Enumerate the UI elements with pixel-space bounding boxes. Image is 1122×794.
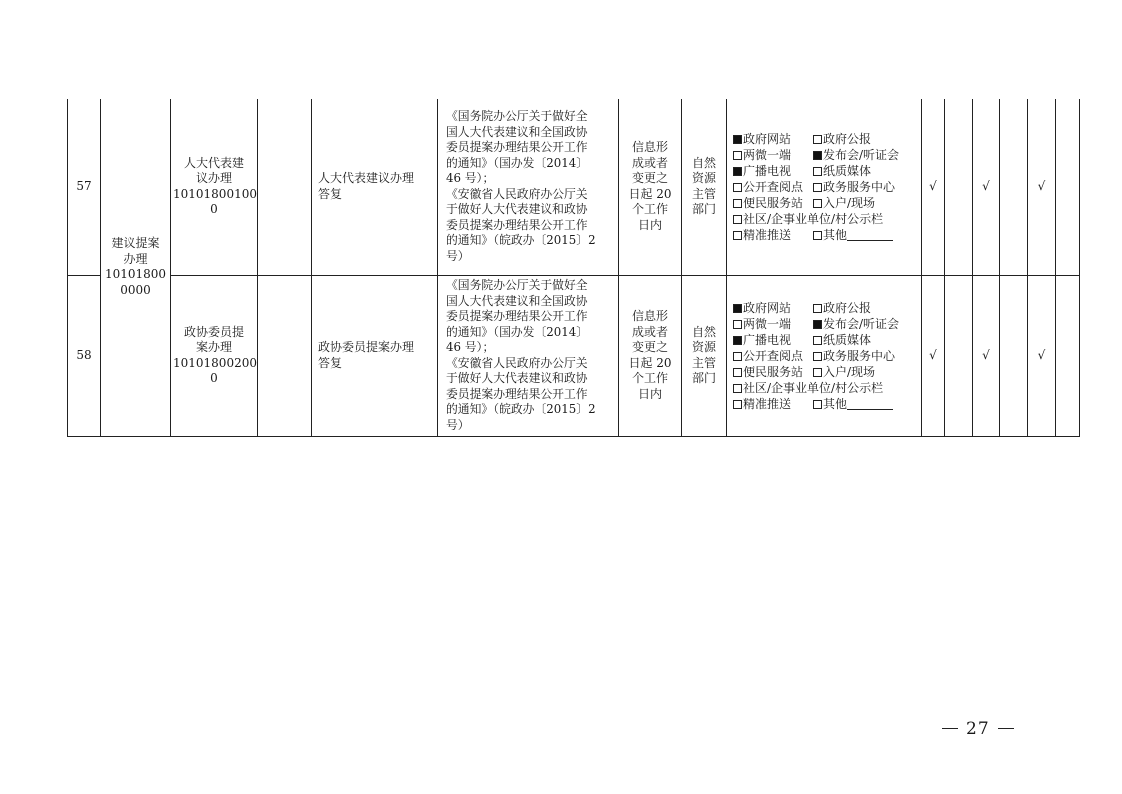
channel-label: 便民服务站 [743, 195, 804, 210]
empty-box-icon [813, 167, 822, 176]
channel-label: 政府网站 [743, 131, 792, 146]
channel-label: 广播电视 [743, 163, 792, 178]
channel-row [733, 348, 919, 364]
empty-cell [258, 99, 312, 275]
empty-box-icon [733, 215, 742, 224]
channel-label: 政务服务中心 [823, 348, 896, 363]
cell-line: 《国务院办公厅关于做好全 [446, 278, 588, 292]
checked-box-icon [733, 304, 742, 313]
channel-option [733, 332, 813, 348]
page-number-text: 27 [966, 719, 990, 739]
row-number: 57 [68, 99, 101, 275]
channel-label: 精准推送 [743, 396, 792, 411]
channel-label: 广播电视 [743, 332, 792, 347]
cell-line: 46 号）； [446, 340, 495, 354]
channel-option [733, 227, 813, 243]
cell-line: 委员提案办理结果公开工作 [446, 140, 588, 155]
cell-line: 案办理 [195, 340, 232, 354]
empty-box-icon [813, 368, 822, 377]
table-row [68, 275, 1080, 436]
channel-option [813, 332, 871, 348]
checked-box-icon [733, 336, 742, 345]
cell-line: 10101800200 [173, 355, 257, 370]
cell-line: 《安徽省人民政府办公厅关 [446, 186, 588, 201]
channel-option [733, 348, 813, 364]
cell-line: 成或者 [631, 324, 668, 339]
cell-line: 的通知》（国办发〔2014〕 [446, 155, 589, 170]
empty-box-icon [813, 336, 822, 345]
cell-line: 答复 [318, 186, 343, 201]
channel-row [733, 396, 919, 412]
sub-item [171, 275, 258, 436]
dash-left [942, 728, 958, 729]
channel-row [733, 163, 919, 179]
row-number: 58 [68, 275, 101, 436]
cell-line: 于做好人大代表建议和政协 [446, 202, 588, 217]
disclosure-channels [727, 99, 922, 275]
empty-box-icon [733, 384, 742, 393]
channel-option [733, 147, 813, 163]
cell-line: 政协委员提案办理 [318, 340, 415, 354]
channel-option [813, 316, 899, 332]
disclosure-content [312, 99, 438, 275]
channel-label: 政府公报 [823, 300, 872, 315]
cell-line: 资源 [691, 171, 716, 186]
cell-line: 号） [446, 417, 470, 432]
check-cell [1000, 275, 1028, 436]
cell-line: 号） [446, 248, 470, 263]
check-cell [1000, 99, 1028, 275]
channel-row [733, 179, 919, 195]
empty-box-icon [813, 352, 822, 361]
empty-box-icon [733, 183, 742, 192]
channel-option [813, 163, 871, 179]
checked-box-icon [813, 151, 822, 160]
channel-option [813, 179, 895, 195]
check-cell: √ [1028, 99, 1056, 275]
channel-option [813, 348, 895, 364]
channel-row [733, 364, 919, 380]
empty-box-icon [733, 320, 742, 329]
cell-line: 信息形 [631, 309, 668, 323]
cell-line: 自然 [691, 324, 716, 339]
disclosure-table [67, 99, 1080, 437]
empty-box-icon [813, 400, 822, 409]
empty-box-icon [733, 199, 742, 208]
cell-line: 0000 [120, 282, 151, 297]
cell-line: 自然 [691, 155, 716, 170]
cell-line: 信息形 [631, 140, 668, 155]
channel-option [733, 396, 813, 412]
fill-in-blank [847, 397, 893, 410]
disclosure-subject [682, 275, 727, 436]
cell-line: 变更之 [631, 340, 668, 354]
channel-label: 政府网站 [743, 300, 792, 315]
channel-option [733, 163, 813, 179]
channel-row [733, 380, 919, 396]
disclosure-time [619, 275, 682, 436]
empty-box-icon [813, 199, 822, 208]
channel-row [733, 211, 919, 227]
check-cell [1056, 99, 1080, 275]
cell-line: 《安徽省人民政府办公厅关 [446, 355, 588, 370]
cell-line: 的通知》（皖政办〔2015〕2 [446, 233, 596, 248]
channel-row [733, 316, 919, 332]
channel-option [733, 179, 813, 195]
channel-option [813, 300, 871, 316]
cell-line: 日起 20 [628, 186, 672, 201]
channel-row [733, 147, 919, 163]
cell-line: 0 [210, 202, 218, 217]
table-row [68, 99, 1080, 275]
check-cell: √ [1028, 275, 1056, 436]
channel-row [733, 195, 919, 211]
disclosure-subject [682, 99, 727, 275]
channel-label: 发布会/听证会 [823, 316, 900, 331]
cell-line: 建议提案 [111, 236, 160, 251]
empty-box-icon [733, 151, 742, 160]
page-number [934, 719, 1022, 739]
channel-option [813, 396, 893, 412]
empty-box-icon [813, 135, 822, 144]
channel-row [733, 300, 919, 316]
cell-line: 的通知》（皖政办〔2015〕2 [446, 402, 596, 416]
cell-line: 10101800100 [173, 186, 257, 201]
empty-box-icon [813, 231, 822, 240]
cell-line: 办理 [123, 251, 148, 266]
empty-box-icon [813, 183, 822, 192]
empty-box-icon [733, 368, 742, 377]
cell-line: 人大代表建 [183, 155, 244, 170]
cell-line: 日内 [637, 217, 662, 232]
cell-line: 《国务院办公厅关于做好全 [446, 109, 588, 124]
check-cell: √ [973, 275, 1000, 436]
channel-option [733, 195, 813, 211]
cell-line: 日内 [637, 386, 662, 401]
channel-option [813, 147, 899, 163]
cell-line: 国人大代表建议和全国政协 [446, 293, 588, 308]
channel-label: 社区/企事业单位/村公示栏 [743, 380, 884, 395]
cell-line: 46 号）； [446, 171, 495, 186]
channel-label: 便民服务站 [743, 364, 804, 379]
empty-cell [258, 275, 312, 436]
cell-line: 政协委员提 [183, 324, 244, 339]
channel-option [733, 380, 883, 396]
channel-option [733, 300, 813, 316]
cell-line: 部门 [691, 202, 716, 217]
check-cell [945, 275, 973, 436]
empty-box-icon [733, 352, 742, 361]
cell-line: 人大代表建议办理 [318, 171, 415, 186]
cell-line: 日起 20 [628, 355, 672, 370]
channel-label: 政务服务中心 [823, 179, 896, 194]
cell-line: 个工作 [631, 371, 668, 385]
check-cell: √ [973, 99, 1000, 275]
channel-label: 入户/现场 [823, 364, 876, 379]
dash-right [998, 728, 1014, 729]
channel-option [813, 131, 871, 147]
item-group [101, 99, 171, 436]
channel-row [733, 227, 919, 243]
channel-label: 纸质媒体 [823, 332, 872, 347]
disclosure-time [619, 99, 682, 275]
empty-box-icon [733, 400, 742, 409]
cell-line: 0 [210, 371, 218, 385]
channel-label: 政府公报 [823, 131, 872, 146]
channel-option [733, 364, 813, 380]
cell-line: 国人大代表建议和全国政协 [446, 124, 588, 139]
channel-option [813, 195, 875, 211]
cell-line: 委员提案办理结果公开工作 [446, 309, 588, 323]
check-cell [1056, 275, 1080, 436]
channel-option [813, 364, 875, 380]
cell-line: 于做好人大代表建议和政协 [446, 371, 588, 385]
disclosure-basis [438, 275, 619, 436]
channel-option [733, 316, 813, 332]
cell-line: 10101800 [104, 267, 167, 282]
cell-line: 变更之 [631, 171, 668, 186]
checked-box-icon [733, 167, 742, 176]
channel-option [733, 131, 813, 147]
channel-label: 纸质媒体 [823, 163, 872, 178]
disclosure-channels [727, 275, 922, 436]
cell-line: 部门 [691, 371, 716, 385]
checked-box-icon [733, 135, 742, 144]
cell-line: 委员提案办理结果公开工作 [446, 386, 588, 401]
channel-option [733, 211, 883, 227]
empty-box-icon [733, 231, 742, 240]
cell-line: 资源 [691, 340, 716, 354]
disclosure-basis [438, 99, 619, 275]
channel-label: 入户/现场 [823, 195, 876, 210]
channel-label: 发布会/听证会 [823, 147, 900, 162]
sub-item [171, 99, 258, 275]
disclosure-content [312, 275, 438, 436]
check-cell: √ [922, 275, 945, 436]
channel-label: 其他 [823, 227, 848, 242]
checked-box-icon [813, 320, 822, 329]
channel-label: 公开查阅点 [743, 348, 804, 363]
cell-line: 成或者 [631, 155, 668, 170]
channel-label: 其他 [823, 396, 848, 411]
cell-line: 答复 [318, 355, 343, 370]
channel-label: 两微一端 [743, 316, 792, 331]
fill-in-blank [847, 228, 893, 241]
channel-row [733, 131, 919, 147]
cell-line: 主管 [691, 355, 716, 370]
channel-label: 公开查阅点 [743, 179, 804, 194]
cell-line: 的通知》（国办发〔2014〕 [446, 324, 589, 339]
channel-row [733, 332, 919, 348]
check-cell: √ [922, 99, 945, 275]
channel-label: 社区/企事业单位/村公示栏 [743, 211, 884, 226]
channel-label: 两微一端 [743, 147, 792, 162]
channel-option [813, 227, 893, 243]
empty-box-icon [813, 304, 822, 313]
cell-line: 委员提案办理结果公开工作 [446, 217, 588, 232]
cell-line: 议办理 [195, 171, 232, 186]
channel-label: 精准推送 [743, 227, 792, 242]
check-cell [945, 99, 973, 275]
cell-line: 主管 [691, 186, 716, 201]
cell-line: 个工作 [631, 202, 668, 217]
